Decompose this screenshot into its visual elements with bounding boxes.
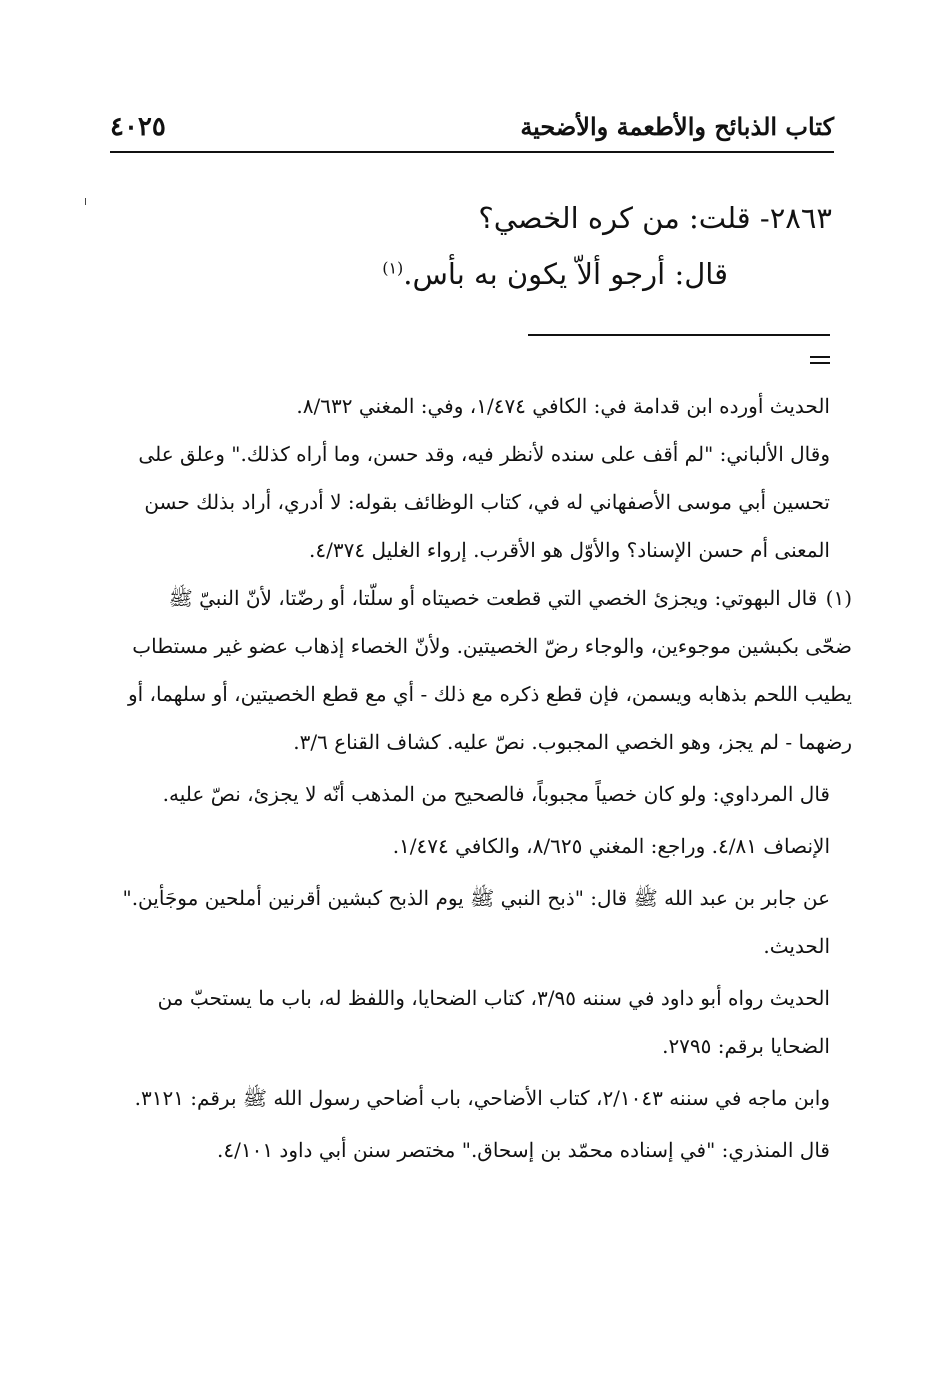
answer-line bbox=[112, 246, 832, 302]
footnote-paragraph: قال المنذري: "في إسناده محمّد بن إسحاق." مختصر سنن أبي داود ٤/١٠١. bbox=[217, 1138, 830, 1162]
footnote-paragraph bbox=[118, 574, 852, 766]
footnote-separator bbox=[528, 334, 830, 336]
continued-note-paragraph: وقال الألباني: "لم أقف على سنده لأنظر فيه، وقد حسن، وما أراه كذلك." وعلق على تحسين أبي موسى الأصفهاني له في، كتاب الوظائف بقوله: لا أدري، أراد بذلك حسن المعنى أم حسن الإسناد؟ والأوّل هو الأقرب. إرواء الغليل ٤/٣٧٤. bbox=[138, 442, 830, 562]
question-line: ٢٨٦٣- قلت: من كره الخصي؟ bbox=[478, 201, 832, 235]
footnote-paragraph: الإنصاف ٤/٨١. وراجع: المغني ٨/٦٢٥، والكافي ١/٤٧٤. bbox=[392, 834, 830, 858]
footnote-paragraph: وابن ماجه في سننه ٢/١٠٤٣، كتاب الأضاحي، باب أضاحي رسول الله ﷺ برقم: ٣١٢١. bbox=[134, 1086, 830, 1110]
continuation-mark bbox=[810, 356, 830, 364]
page-number: ٤٠٢٥ bbox=[110, 112, 166, 142]
footnote-paragraph: قال المرداوي: ولو كان خصياً مجبوباً، فالصحيح من المذهب أنّه لا يجزئ، نصّ عليه. bbox=[162, 782, 830, 806]
header-rule bbox=[110, 151, 834, 153]
continued-note-paragraph: الحديث أورده ابن قدامة في: الكافي ١/٤٧٤، وفي: المغني ٨/٦٣٢. bbox=[296, 394, 830, 418]
footnote-text: قال البهوتي: ويجزئ الخصي التي قطعت خصيتاه أو سلّتا، أو رضّتا، لأنّ النبيّ ﷺ ضحّى بكبشين موجوءين، والوجاء رضّ الخصيتين. ولأنّ الخصاء إذهاب عضو غير مستطاب يطيب اللحم بذهابه ويسمن، فإن قطع ذكره مع ذلك - أي مع قطع الخصيتين، أو سلهما، أو رضهما - لم يجز، وهو الخصي المجبوب. نصّ عليه. كشاف القناع ٣/٦. bbox=[127, 586, 852, 754]
answer-text: قال: أرجو ألاّ يكون به بأس. bbox=[403, 257, 728, 291]
page-header bbox=[110, 112, 834, 152]
footnotes bbox=[118, 382, 852, 1174]
main-text bbox=[112, 190, 832, 302]
continuation-mark-bar bbox=[810, 362, 830, 364]
continuation-mark-bar bbox=[810, 356, 830, 358]
footnote-reference: (١) bbox=[382, 258, 404, 278]
footnote-paragraph: عن جابر بن عبد الله ﷺ قال: "ذبح النبي ﷺ يوم الذبح كبشين أقرنين أملحين موجَأين." الحديث. bbox=[122, 886, 830, 958]
scan-speck bbox=[85, 198, 86, 205]
running-title: كتاب الذبائح والأطعمة والأضحية bbox=[520, 112, 834, 141]
footnote-paragraph: الحديث رواه أبو داود في سننه ٣/٩٥، كتاب الضحايا، واللفظ له، باب ما يستحبّ من الضحايا برقم: ٢٧٩٥. bbox=[157, 986, 830, 1058]
footnote-marker: (١) bbox=[825, 586, 852, 610]
